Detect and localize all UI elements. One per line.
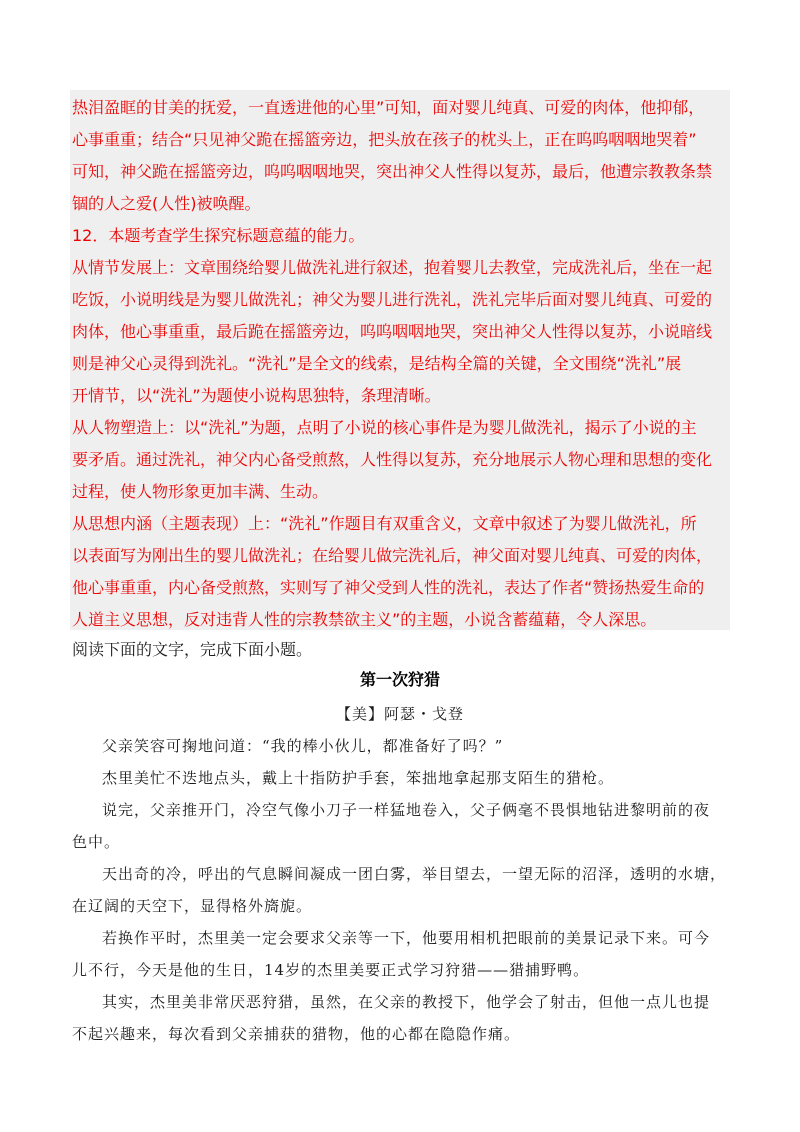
answer-plot-line: 则是神父心灵得到洗礼。“洗礼”是全文的线索，是结构全篇的关键，全文围绕“洗礼”展 [72,354,682,373]
answer-q11-line: 可知，神父跪在摇篮旁边，呜呜咽咽地哭，突出神父人性得以复苏，最后，他遭宗教教条禁 [72,162,713,181]
answer-theme-line: 他心事重重，内心备受煎熬，实则写了神父受到人性的洗礼，表达了作者“赞扬热爱生命的 [72,578,705,597]
story-paragraph-line: 色中。 [72,833,121,851]
story-paragraph-line: 在辽阔的天空下，显得格外旖旎。 [72,897,313,915]
answer-theme-line: 以表面写为刚出生的婴儿做洗礼；在给婴儿做完洗礼后，神父面对婴儿纯真、可爱的肉体， [72,546,713,565]
answer-theme-line: 人道主义思想，反对违背人性的宗教禁欲主义”的主题，小说含蓄蕴藉，令人深思。 [72,610,657,629]
story-paragraph-line: 其实，杰里美非常厌恶狩猎，虽然，在父亲的教授下，他学会了射击，但他一点儿也提 [102,993,711,1011]
answer-q11-line: 热泪盈眶的甘美的抚爱，一直透进他的心里”可知，面对婴儿纯真、可爱的肉体，他抑郁， [72,98,705,117]
answer-q11-line: 心事重重；结合“只见神父跪在摇篮旁边，把头放在孩子的枕头上，正在呜呜咽咽地哭着” [72,130,697,149]
story-author: 【美】阿瑟・戈登 [335,705,464,723]
story-title: 第一次狩猎 [359,670,440,689]
story-paragraph-line: 若换作平时，杰里美一定会要求父亲等一下，他要用相机把眼前的美景记录下来。可今 [102,929,711,947]
story-paragraph-line: 杰里美忙不迭地点头，戴上十指防护手套，笨拙地拿起那支陌生的猎枪。 [102,769,615,787]
answer-q11-line: 锢的人之爱(人性)被唤醒。 [72,194,261,213]
answer-plot-line: 开情节，以“洗礼”为题使小说构思独特，条理清晰。 [72,386,441,405]
story-paragraph-line: 说完，父亲推开门，冷空气像小刀子一样猛地卷入，父子俩毫不畏惧地钻进黎明前的夜 [102,801,711,819]
answer-theme-line: 从思想内涵（主题表现）上：“洗礼”作题目有双重含义，文章中叙述了为婴儿做洗礼，所 [72,514,697,533]
story-paragraph-line: 儿不行，今天是他的生日，14岁的杰里美要正式学习狩猎——猎捕野鸭。 [72,961,590,979]
answer-plot-line: 吃饭，小说明线是为婴儿做洗礼；神父为婴儿进行洗礼，洗礼完毕后面对婴儿纯真、可爱的 [72,290,713,309]
answer-character-line: 过程，使人物形象更加丰满、生动。 [72,482,329,501]
answer-q12-header: 12．本题考查学生探究标题意蕴的能力。 [72,226,365,245]
answer-plot-line: 肉体，他心事重重，最后跪在摇篮旁边，呜呜咽咽地哭，突出神父人性得以复苏，小说暗线 [72,322,713,341]
answer-character-line: 要矛盾。通过洗礼，神父内心备受煎熬，人性得以复苏，充分地展示人物心理和思想的变化 [72,450,713,469]
story-paragraph-line: 天出奇的冷，呼出的气息瞬间凝成一团白雾，举目望去，一望无际的沼泽，透明的水塘， [102,865,727,883]
story-paragraph-line: 父亲笑容可掬地问道：“我的棒小伙儿，都准备好了吗？” [102,737,504,755]
reading-instruction: 阅读下面的文字，完成下面小题。 [72,640,313,659]
answer-character-line: 从人物塑造上：以“洗礼”为题，点明了小说的核心事件是为婴儿做洗礼，揭示了小说的主 [72,418,697,437]
story-paragraph-line: 不起兴趣来，每次看到父亲捕获的猎物，他的心都在隐隐作痛。 [72,1025,521,1043]
answer-plot-line: 从情节发展上：文章围绕给婴儿做洗礼进行叙述，抱着婴儿去教堂，完成洗礼后，坐在一起 [72,258,713,277]
